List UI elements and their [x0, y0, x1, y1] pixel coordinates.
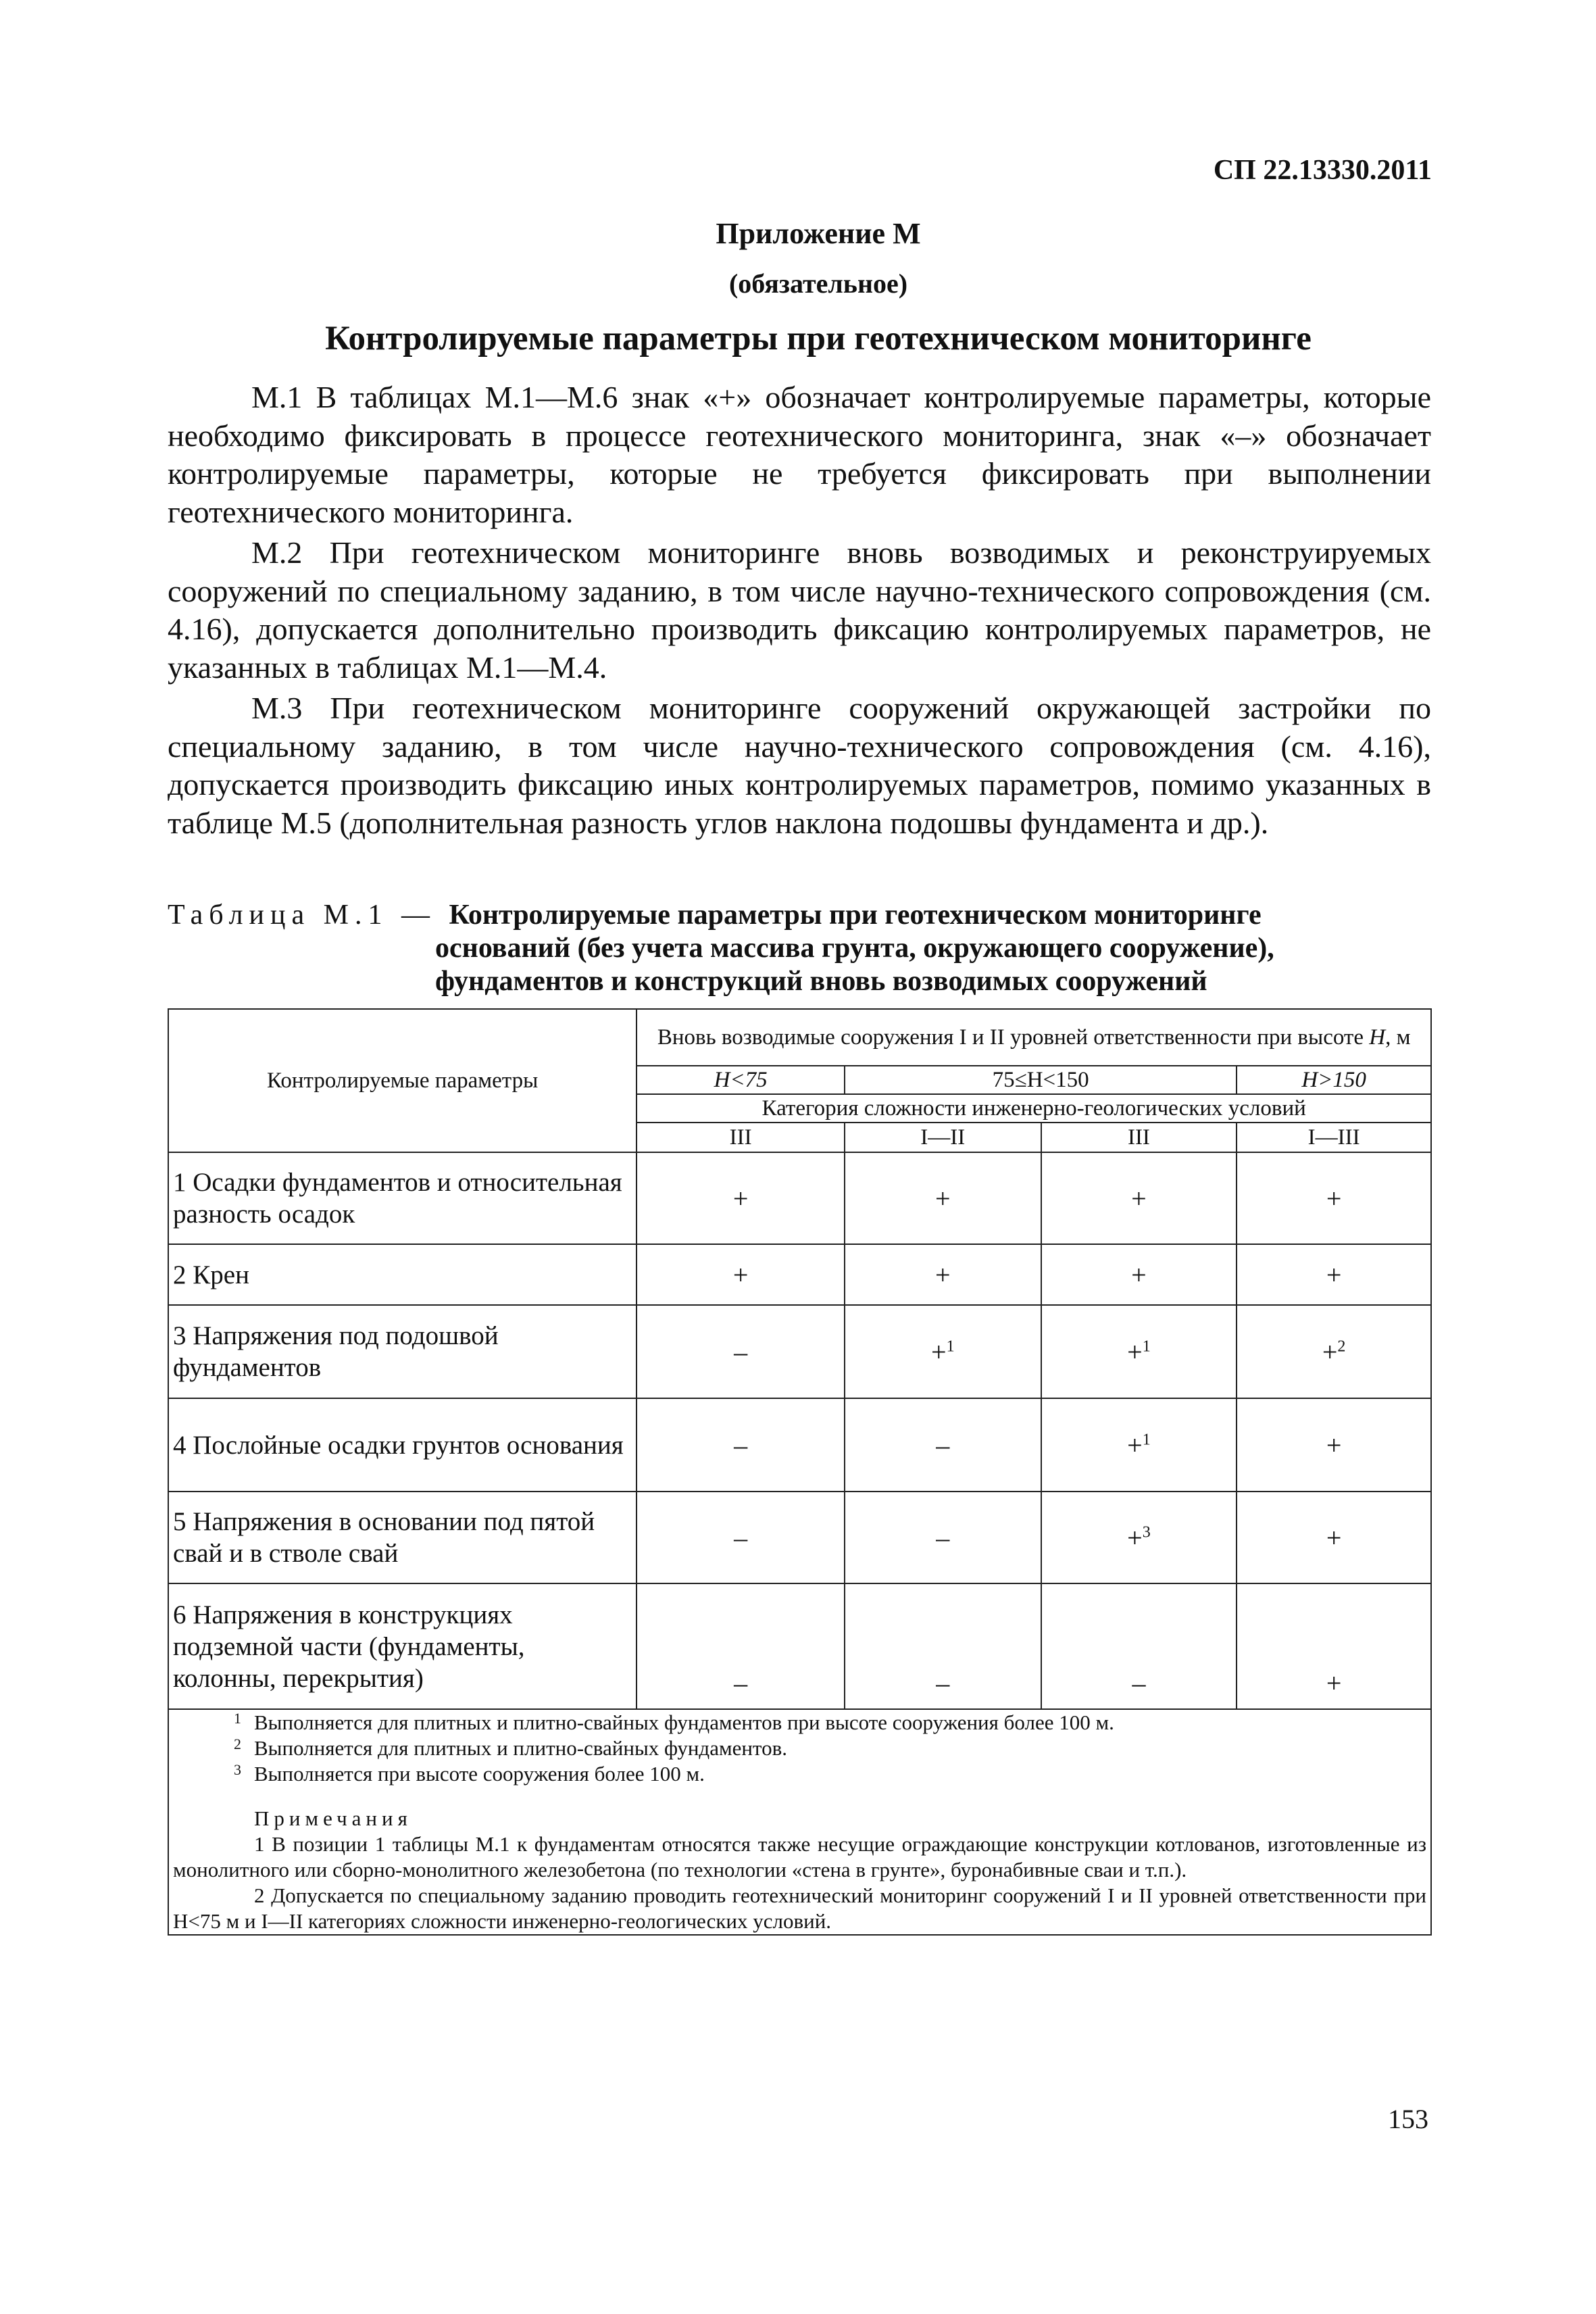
row-name: 1 Осадки фундаментов и относительная разность осадок: [168, 1152, 637, 1244]
param-header: Контролируемые параметры: [168, 1009, 637, 1152]
row-mark: –: [637, 1398, 845, 1492]
note-2: 2 Допускается по специальному заданию проводить геотехнический мониторинг сооружений I и II уровней ответственности при H<75 м и I—II категориях сложности инженерно-геологических условий.: [173, 1884, 1426, 1933]
table-caption-line1: Контролируемые параметры при геотехническом мониторинге: [449, 900, 1262, 931]
table-caption-line2: оснований (без учета массива грунта, окружающего сооружение),: [435, 933, 1274, 964]
row-mark: +$^1$: [1041, 1398, 1237, 1492]
paragraph-m3: М.3 При геотехническом мониторинге сооружений окружающей застройки по специальному заданию, в том числе научно-технического сопровождения (см. 4.16), допускается производить фиксацию иных контролируемых параметров, помимо указанных в таблице М.5 (дополнительная разность углов наклона подошвы фундамента и др.).: [168, 691, 1431, 840]
note-1: 1 В позиции 1 таблицы М.1 к фундаментам относятся также несущие ограждающие конструкции котлованов, изготовленные из монолитного или сборно-монолитного железобетона (по технологии «стена в грунте», буронабивные сваи и т.п.).: [173, 1832, 1426, 1881]
row-mark: +: [1237, 1152, 1431, 1244]
category-2: I—II: [845, 1123, 1041, 1152]
row-mark: +: [1237, 1398, 1431, 1492]
row-mark: +$^1$: [1041, 1305, 1237, 1398]
paragraph-m2: М.2 При геотехническом мониторинге вновь возводимых и реконструируемых сооружений по специальному заданию, в том числе научно-технического сопровождения (см. 4.16), допускается дополнительно производить фиксацию контролируемых параметров, не указанных в таблицах М.1—М.4.: [168, 535, 1431, 685]
table-row: [168, 1152, 1431, 1244]
height-header-3: H>150: [1237, 1066, 1431, 1094]
row-mark: –: [1041, 1583, 1237, 1709]
category-1: III: [637, 1123, 845, 1152]
row-mark: –: [845, 1398, 1041, 1492]
category-3: III: [1041, 1123, 1237, 1152]
row-mark: +: [845, 1244, 1041, 1305]
row-mark: +: [1041, 1244, 1237, 1305]
group-header: Вновь возводимые сооружения I и II уровней ответственности при высоте H, м: [637, 1009, 1431, 1066]
row-mark: +: [1237, 1244, 1431, 1305]
category-4: I—III: [1237, 1123, 1431, 1152]
row-name: 5 Напряжения в основании под пятой свай и в стволе свай: [168, 1492, 637, 1583]
table-row: [168, 1244, 1431, 1305]
parameters-table: [168, 1008, 1432, 1936]
annex-status: (обязательное): [728, 268, 908, 299]
row-name: 3 Напряжения под подошвой фундаментов: [168, 1305, 637, 1398]
document-code: СП 22.13330.2011: [1213, 155, 1432, 186]
notes-title: Примечания: [254, 1806, 412, 1830]
row-mark: –: [637, 1305, 845, 1398]
row-mark: –: [845, 1583, 1041, 1709]
table-caption: [168, 899, 1431, 998]
height-header-2: 75≤H<150: [845, 1066, 1237, 1094]
annex-title: Приложение М: [716, 217, 921, 250]
row-mark: +$^1$: [845, 1305, 1041, 1398]
row-mark: +: [1041, 1152, 1237, 1244]
row-mark: +: [1237, 1583, 1431, 1709]
height-header-1: H<75: [637, 1066, 845, 1094]
table-row: [168, 1492, 1431, 1583]
table-caption-line3: фундаментов и конструкций вновь возводимых сооружений: [435, 966, 1207, 997]
paragraph-m1: М.1 В таблицах М.1—М.6 знак «+» обозначает контролируемые параметры, которые необходимо фиксировать в процессе геотехнического мониторинга, знак «–» обозначает контролируемые параметры, которые не требуется фиксировать при выполнении геотехнического мониторинга.: [168, 380, 1431, 529]
category-header: Категория сложности инженерно-геологических условий: [637, 1094, 1431, 1123]
footnote-1: 1 Выполняется для плитных и плитно-свайных фундаментов при высоте сооружения более 100 м.: [234, 1710, 1114, 1734]
table-row: [168, 1305, 1431, 1398]
page-number: 153: [1388, 2104, 1428, 2134]
row-mark: +: [1237, 1492, 1431, 1583]
table-notes: [168, 1709, 1431, 1935]
body-paragraphs: [168, 378, 1431, 845]
row-mark: +: [637, 1152, 845, 1244]
row-mark: –: [845, 1492, 1041, 1583]
row-name: 2 Крен: [168, 1244, 637, 1305]
row-mark: –: [637, 1583, 845, 1709]
table-row: [168, 1583, 1431, 1709]
row-mark: +: [637, 1244, 845, 1305]
table-caption-prefix: Таблица М.1 —: [168, 900, 449, 931]
footnote-2: 2 Выполняется для плитных и плитно-свайных фундаментов.: [234, 1736, 787, 1760]
row-mark: –: [637, 1492, 845, 1583]
table-row: [168, 1398, 1431, 1492]
row-mark: +$^3$: [1041, 1492, 1237, 1583]
footnote-3: 3 Выполняется при высоте сооружения более 100 м.: [234, 1761, 705, 1786]
row-mark: +$^2$: [1237, 1305, 1431, 1398]
annex-heading: Контролируемые параметры при геотехническом мониторинге: [325, 320, 1312, 358]
row-mark: +: [845, 1152, 1041, 1244]
row-name: 6 Напряжения в конструкциях подземной части (фундаменты, колонны, перекрытия): [168, 1583, 637, 1709]
row-name: 4 Послойные осадки грунтов основания: [168, 1398, 637, 1492]
